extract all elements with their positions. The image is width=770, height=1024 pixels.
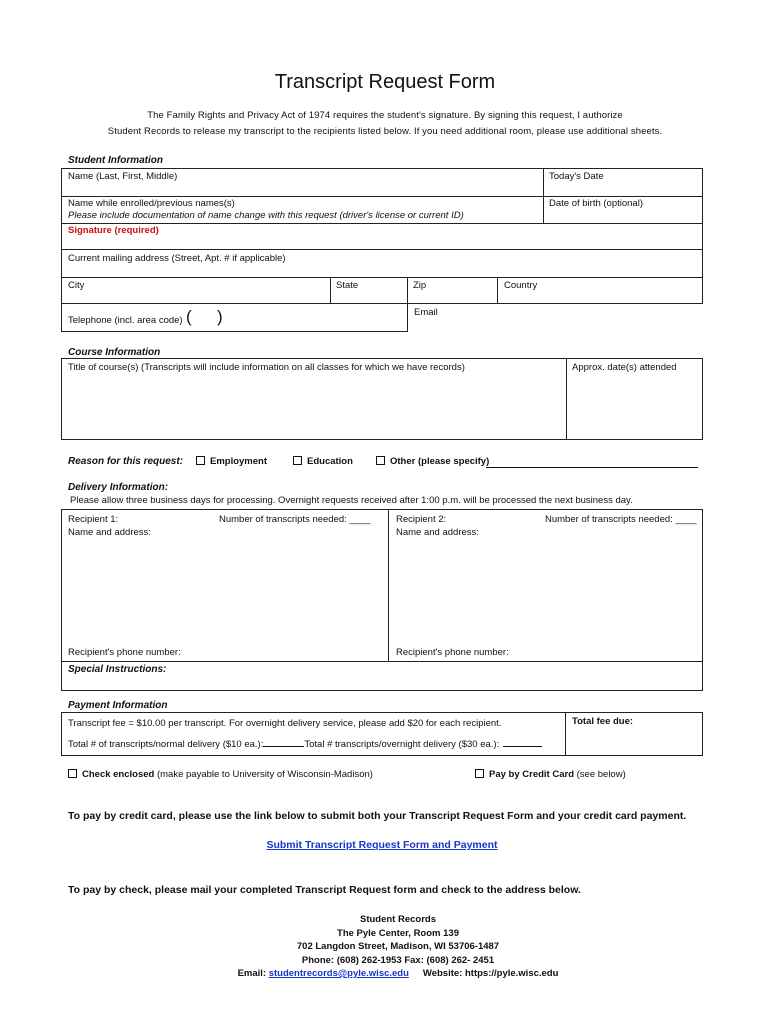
recipient-2-count-field[interactable]: Number of transcripts needed: ____ <box>545 514 697 525</box>
checkbox-icon[interactable] <box>196 456 205 465</box>
row-divider <box>61 661 703 662</box>
normal-delivery-total-input[interactable] <box>263 737 304 747</box>
previous-names-note: Please include documentation of name change with this request (driver's license or current ID) <box>68 210 464 221</box>
row-divider <box>61 249 703 250</box>
recipient-1-count-field[interactable]: Number of transcripts needed: ____ <box>219 514 371 525</box>
zip-field[interactable]: Zip <box>413 280 427 291</box>
row-divider <box>61 223 703 224</box>
reason-other[interactable] <box>376 456 489 467</box>
credit-card-note: (see below) <box>574 769 626 780</box>
credit-card-instructions: To pay by credit card, please use the link below to submit both your Transcript Request Form and your credit card payment. <box>68 810 687 822</box>
submit-form-link[interactable]: Submit Transcript Request Form and Payment <box>266 839 498 851</box>
email-field[interactable]: Email <box>414 307 438 318</box>
col-divider <box>565 712 566 756</box>
special-instructions-field[interactable]: Special Instructions: <box>68 664 167 675</box>
credit-card-label: Pay by Credit Card <box>489 769 574 780</box>
city-field[interactable]: City <box>68 280 85 291</box>
recipient-1-phone-field[interactable]: Recipient's phone number: <box>68 647 181 658</box>
address-field[interactable]: Current mailing address (Street, Apt. # if applicable) <box>68 253 286 264</box>
overnight-delivery-total-label: Total # transcripts/overnight delivery ($30 ea.): <box>304 739 500 750</box>
checkbox-icon[interactable] <box>376 456 385 465</box>
dob-field[interactable]: Date of birth (optional) <box>549 198 643 209</box>
area-code-open-paren: ( <box>186 307 192 326</box>
reason-label: Reason for this request: <box>68 456 184 467</box>
total-fee-due-field[interactable]: Total fee due: <box>572 716 634 727</box>
col-divider <box>388 509 389 661</box>
contact-building: The Pyle Center, Room 139 <box>337 927 459 939</box>
check-enclosed-note: (make payable to University of Wisconsin-Madison) <box>154 769 373 780</box>
student-info-table <box>61 168 703 304</box>
check-enclosed-option[interactable] <box>68 769 373 780</box>
area-code-close-paren: ) <box>217 307 223 326</box>
checkbox-icon[interactable] <box>68 769 77 778</box>
intro-text <box>60 108 710 140</box>
recipient-1-label: Recipient 1: <box>68 514 119 525</box>
contact-street: 702 Langdon Street, Madison, WI 53706-1487 <box>296 941 500 952</box>
recipient-1-name-field[interactable]: Name and address: <box>68 527 151 538</box>
contact-website[interactable]: Website: https://pyle.wisc.edu <box>422 968 559 979</box>
submit-form-link-row <box>0 839 764 851</box>
state-field[interactable]: State <box>336 280 359 291</box>
row-divider <box>61 277 703 278</box>
contact-block <box>0 913 770 981</box>
recipient-2-phone-field[interactable]: Recipient's phone number: <box>396 647 509 658</box>
credit-card-option[interactable] <box>475 769 626 780</box>
overnight-delivery-total-input[interactable] <box>503 737 542 747</box>
col-divider <box>330 277 331 304</box>
col-divider <box>543 168 544 223</box>
row-divider <box>61 196 703 197</box>
contact-email-website <box>0 967 770 981</box>
intro-line-2: Student Records to release my transcript to the recipients listed below. If you need additional room, please use additional sheets. <box>107 126 663 137</box>
name-field[interactable]: Name (Last, First, Middle) <box>68 171 178 182</box>
contact-email-link[interactable]: studentrecords@pyle.wisc.edu <box>268 968 409 979</box>
student-info-heading: Student Information <box>68 155 163 166</box>
country-field[interactable]: Country <box>504 280 538 291</box>
course-titles-field[interactable]: Title of course(s) (Transcripts will include information on all classes for which we have records) <box>68 362 465 373</box>
intro-line-1: The Family Rights and Privacy Act of 1974 requires the student's signature. By signing this request, I authorize <box>147 110 623 121</box>
delivery-heading: Delivery Information: <box>68 482 169 493</box>
dates-attended-field[interactable]: Approx. date(s) attended <box>572 362 677 373</box>
contact-phones: Phone: (608) 262-1953 Fax: (608) 262- 2451 <box>301 954 495 966</box>
checkbox-icon[interactable] <box>475 769 484 778</box>
reason-other-label: Other (please specify) <box>390 456 490 467</box>
telephone-field[interactable]: Telephone (incl. area code) <box>68 315 183 326</box>
col-divider <box>497 277 498 304</box>
course-info-heading: Course Information <box>68 347 161 358</box>
reason-employment[interactable] <box>196 456 267 467</box>
checkbox-icon[interactable] <box>293 456 302 465</box>
check-instructions: To pay by check, please mail your completed Transcript Request form and check to the address below. <box>68 884 581 896</box>
recipient-2-name-field[interactable]: Name and address: <box>396 527 479 538</box>
previous-names-field[interactable]: Name while enrolled/previous names(s) <box>68 198 235 209</box>
reason-education[interactable] <box>293 456 353 467</box>
contact-office: Student Records <box>359 914 436 925</box>
recipient-2-label: Recipient 2: <box>396 514 447 525</box>
reason-employment-label: Employment <box>210 456 268 467</box>
payment-heading: Payment Information <box>68 700 168 711</box>
fee-description: Transcript fee = $10.00 per transcript. For overnight delivery service, please add $20 for each recipient. <box>68 718 502 729</box>
other-specify-line[interactable] <box>486 467 698 468</box>
check-enclosed-label: Check enclosed <box>82 769 155 780</box>
signature-field[interactable]: Signature (required) <box>68 225 159 236</box>
totals-row <box>68 737 542 750</box>
col-divider <box>566 358 567 440</box>
form-title: Transcript Request Form <box>274 71 496 93</box>
delivery-note: Please allow three business days for processing. Overnight requests received after 1:00 p.m. will be processed the next business day. <box>70 495 633 506</box>
normal-delivery-total-label: Total # of transcripts/normal delivery ($10 ea.): <box>68 739 264 750</box>
contact-email-label: Email: <box>237 968 269 979</box>
todays-date-field[interactable]: Today's Date <box>549 171 604 182</box>
reason-education-label: Education <box>307 456 353 467</box>
